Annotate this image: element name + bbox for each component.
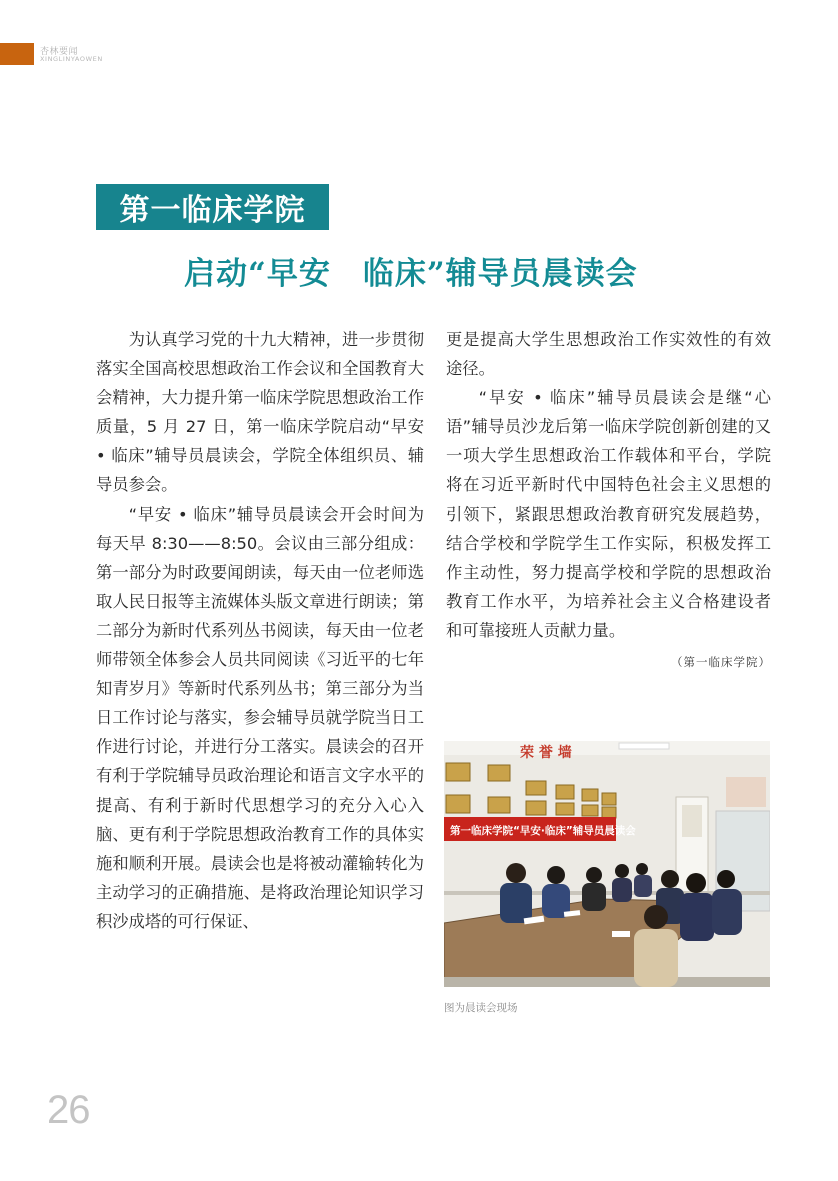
section-label: 第一临床学院: [119, 193, 306, 228]
paragraph-3: “早安 • 临床”辅导员晨读会是继“心语”辅导员沙龙后第一临床学院创新创建的又一项大学生思想政治工作载体和平台，学院将在习近平新时代中国特色社会主义思想的引领下，紧跟思想政治教育研究发展趋势，结合学校和学院学生工作实际，积极发挥工作主动性，努力提高学校和学院的思想政治教育工作水平，为培养社会主义合格建设者和可靠接班人贡献力量。: [446, 388, 771, 640]
section-header-cn: 杏林要闻: [40, 47, 79, 57]
paragraph-1: 为认真学习党的十九大精神，进一步贯彻落实全国高校思想政治工作会议和全国教育大会精神，大力提升第一临床学院思想政治工作质量，5 月 27 日，第一临床学院启动“早安 • 临床”辅导员晨读会，学院全体组织员、辅导员参会。: [96, 330, 424, 495]
source-attribution: （第一临床学院）: [671, 655, 771, 670]
paragraph-2: “早安 • 临床”辅导员晨读会开会时间为每天早 8:30——8:50。会议由三部分组成：第一部分为时政要闻朗读，每天由一位老师选取人民日报等主流媒体头版文章进行朗读；第二部分为新时代系列丛书阅读，每天由一位老师带领全体参会人员共同阅读《习近平的七年知青岁月》等新时代系列丛书；第三部分为当日工作讨论与落实，参会辅导员就学院当日工作进行讨论，并进行分工落实。晨读会的召开有利于学院辅导员政治理论和语言文字水平的提高、有利于新时代思想学习的充分入心入脑、更有利于学院思想政治教育工作的具体实施和顺利开展。晨读会也是将被动灌输转化为主动学习的正确措施、是将政治理论知识学习积沙成塔的可行保证、: [96, 504, 424, 931]
right-column: [446, 325, 771, 671]
page-number: 26: [47, 1088, 90, 1132]
section-label-box: [96, 184, 329, 230]
paragraph-2-continuation: 更是提高大学生思想政治工作实效性的有效途径。: [446, 330, 771, 379]
photo-caption: 图为晨读会现场: [444, 1002, 518, 1014]
section-header-en: XINGLINYAOWEN: [40, 55, 103, 63]
left-column: [96, 325, 424, 936]
header-accent-bar: [0, 43, 34, 65]
honor-wall-sign: 荣 誉 墙: [520, 745, 572, 761]
meeting-photo-illustration: [444, 741, 770, 987]
photo-banner-text: 第一临床学院“早安·临床”辅导员晨读会: [450, 825, 636, 837]
article-title: 启动“早安 临床”辅导员晨读会: [184, 256, 638, 292]
meeting-photo: [444, 741, 770, 987]
